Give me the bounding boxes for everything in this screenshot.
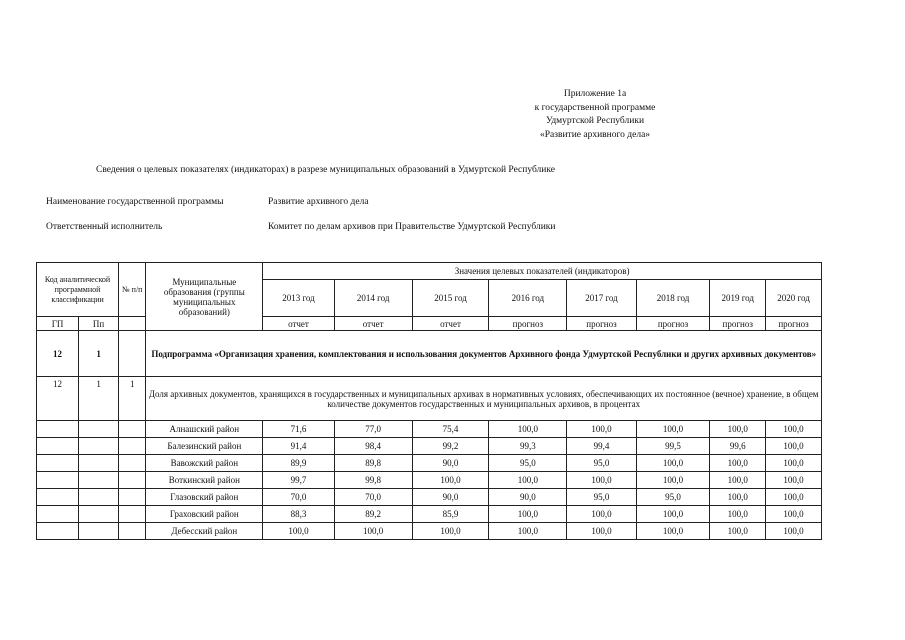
value-cell: 100,0 (710, 523, 766, 540)
value-cell: 99,4 (567, 438, 636, 455)
empty-cell (119, 421, 146, 438)
subprogram-gp: 12 (37, 331, 79, 377)
value-cell: 100,0 (636, 421, 710, 438)
table-row (37, 421, 822, 438)
appendix-line-2: к государственной программе (534, 102, 656, 113)
kind-header: прогноз (567, 317, 636, 331)
value-cell: 100,0 (334, 523, 412, 540)
municipality-name: Вавожский район (146, 455, 263, 472)
year-header: 2016 год (489, 280, 567, 317)
value-cell: 90,0 (489, 489, 567, 506)
value-cell: 100,0 (412, 523, 489, 540)
municipality-name: Дебесский район (146, 523, 263, 540)
empty-cell (79, 489, 119, 506)
indicators-table (36, 262, 822, 540)
table-row (37, 472, 822, 489)
value-cell: 98,4 (334, 438, 412, 455)
indicator-num: 1 (119, 377, 146, 421)
kind-header: прогноз (766, 317, 822, 331)
value-cell: 99,5 (636, 438, 710, 455)
header-number: № п/п (119, 263, 146, 317)
appendix-block (500, 88, 690, 142)
value-cell: 100,0 (636, 472, 710, 489)
empty-cell (79, 438, 119, 455)
value-cell: 100,0 (766, 489, 822, 506)
value-cell: 100,0 (412, 472, 489, 489)
program-value: Развитие архивного дела (268, 197, 369, 207)
value-cell: 100,0 (567, 472, 636, 489)
appendix-line-1: Приложение 1а (563, 89, 627, 99)
value-cell: 85,9 (412, 506, 489, 523)
value-cell: 100,0 (766, 523, 822, 540)
year-header: 2018 год (636, 280, 710, 317)
value-cell: 100,0 (636, 506, 710, 523)
value-cell: 100,0 (489, 506, 567, 523)
year-header: 2013 год (263, 280, 335, 317)
empty-cell (37, 506, 79, 523)
kind-header: прогноз (636, 317, 710, 331)
empty-cell (119, 523, 146, 540)
subprogram-title: Подпрограмма «Организация хранения, комплектования и использования документов Архивного фонда Удмуртской Республики и других архивных документов» (146, 331, 822, 377)
year-header: 2020 год (766, 280, 822, 317)
value-cell: 100,0 (489, 421, 567, 438)
value-cell: 100,0 (710, 421, 766, 438)
empty-cell (119, 438, 146, 455)
municipality-name: Воткинский район (146, 472, 263, 489)
value-cell: 95,0 (567, 455, 636, 472)
value-cell: 99,6 (710, 438, 766, 455)
appendix-line-4: «Развитие архивного дела» (539, 129, 651, 140)
value-cell: 90,0 (412, 489, 489, 506)
value-cell: 95,0 (489, 455, 567, 472)
value-cell: 95,0 (636, 489, 710, 506)
empty-cell (37, 472, 79, 489)
empty-cell (79, 472, 119, 489)
executor-value: Комитет по делам архивов при Правительстве Удмуртской Республики (268, 222, 556, 232)
empty-cell (119, 489, 146, 506)
kind-header: отчет (263, 317, 335, 331)
municipality-name: Балезинский район (146, 438, 263, 455)
header-gp: ГП (37, 317, 79, 331)
empty-cell (79, 523, 119, 540)
year-header: 2015 год (412, 280, 489, 317)
kind-header: прогноз (489, 317, 567, 331)
value-cell: 99,7 (263, 472, 335, 489)
kind-header: отчет (412, 317, 489, 331)
empty-cell (79, 455, 119, 472)
empty-cell (37, 455, 79, 472)
value-cell: 89,2 (334, 506, 412, 523)
empty-cell (79, 421, 119, 438)
subprogram-row (37, 331, 822, 377)
year-header: 2019 год (710, 280, 766, 317)
empty-cell (79, 506, 119, 523)
indicator-row (37, 377, 822, 421)
kind-header: прогноз (710, 317, 766, 331)
value-cell: 100,0 (636, 455, 710, 472)
empty-cell (37, 421, 79, 438)
value-cell: 91,4 (263, 438, 335, 455)
value-cell: 100,0 (710, 472, 766, 489)
value-cell: 100,0 (263, 523, 335, 540)
value-cell: 100,0 (489, 472, 567, 489)
value-cell: 89,8 (334, 455, 412, 472)
value-cell: 100,0 (567, 506, 636, 523)
value-cell: 100,0 (766, 438, 822, 455)
value-cell: 95,0 (567, 489, 636, 506)
value-cell: 100,0 (766, 455, 822, 472)
table-row (37, 455, 822, 472)
table-row (37, 438, 822, 455)
subprogram-num (119, 331, 146, 377)
value-cell: 100,0 (710, 489, 766, 506)
year-header: 2017 год (567, 280, 636, 317)
value-cell: 90,0 (412, 455, 489, 472)
empty-cell (119, 506, 146, 523)
value-cell: 100,0 (766, 472, 822, 489)
program-label: Наименование государственной программы (46, 197, 224, 207)
table-row (37, 506, 822, 523)
value-cell: 100,0 (766, 421, 822, 438)
value-cell: 100,0 (636, 523, 710, 540)
empty-cell (37, 438, 79, 455)
subprogram-pp: 1 (79, 331, 119, 377)
value-cell: 89,9 (263, 455, 335, 472)
header-values: Значения целевых показателей (индикаторов) (263, 263, 822, 280)
value-cell: 70,0 (334, 489, 412, 506)
value-cell: 75,4 (412, 421, 489, 438)
kind-header: отчет (334, 317, 412, 331)
municipality-name: Алнашский район (146, 421, 263, 438)
table-row (37, 489, 822, 506)
header-empty (119, 317, 146, 331)
empty-cell (37, 523, 79, 540)
value-cell: 100,0 (766, 506, 822, 523)
indicator-title: Доля архивных документов, хранящихся в государственных и муниципальных архивах в нормативных условиях, обеспечивающих их постоянное (вечное) хранение, в общем количестве документов государственных и муниципальных архивов, в процентах (146, 377, 822, 421)
empty-cell (119, 472, 146, 489)
header-row-1 (37, 263, 822, 280)
value-cell: 100,0 (567, 523, 636, 540)
value-cell: 99,8 (334, 472, 412, 489)
municipality-name: Граховский район (146, 506, 263, 523)
value-cell: 71,6 (263, 421, 335, 438)
header-code: Код аналитической программной классификации (37, 263, 119, 317)
header-municipality: Муниципальные образования (группы муниципальных образований) (146, 263, 263, 331)
indicator-pp: 1 (79, 377, 119, 421)
appendix-line-3: Удмуртской Республики (545, 116, 645, 126)
value-cell: 99,2 (412, 438, 489, 455)
value-cell: 100,0 (710, 455, 766, 472)
value-cell: 77,0 (334, 421, 412, 438)
value-cell: 88,3 (263, 506, 335, 523)
municipality-name: Глазовский район (146, 489, 263, 506)
value-cell: 99,3 (489, 438, 567, 455)
value-cell: 100,0 (489, 523, 567, 540)
empty-cell (119, 455, 146, 472)
empty-cell (37, 489, 79, 506)
document-title: Сведения о целевых показателях (индикаторах) в разрезе муниципальных образований в Удмуртской Республике (96, 165, 555, 175)
value-cell: 100,0 (567, 421, 636, 438)
value-cell: 70,0 (263, 489, 335, 506)
header-pp: Пп (79, 317, 119, 331)
executor-label: Ответственный исполнитель (46, 222, 163, 232)
table-row (37, 523, 822, 540)
value-cell: 100,0 (710, 506, 766, 523)
indicator-gp: 12 (37, 377, 79, 421)
year-header: 2014 год (334, 280, 412, 317)
